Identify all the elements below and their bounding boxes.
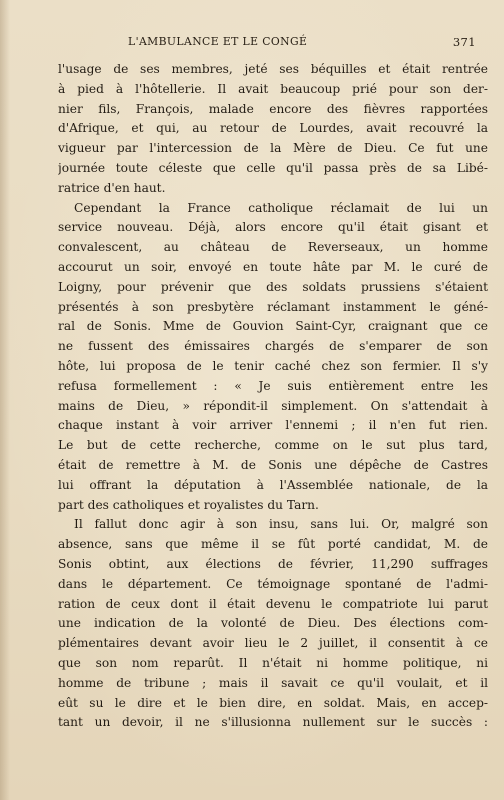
text-line: convalescent, au château de Reverseaux, un homme [58, 240, 488, 255]
text-line: journée toute céleste que celle qu'il passa près de sa Libé- [58, 160, 488, 175]
text-line: ratrice d'en haut. [58, 180, 166, 195]
text-line: à pied à l'hôtellerie. Il avait beaucoup prié pour son der- [58, 81, 488, 96]
text-line: plémentaires devant avoir lieu le 2 juillet, il consentit à ce [58, 636, 488, 651]
text-line: était de remettre à M. de Sonis une dépêche de Castres [58, 457, 488, 472]
text-line: d'Afrique, et qui, au retour de Lourdes, avait recouvré la [58, 121, 488, 136]
paragraph-1 [58, 60, 488, 199]
text-line: ral de Sonis. Mme de Gouvion Saint-Cyr, craignant que ce [58, 319, 488, 334]
text-line: Loigny, pour prévenir que des soldats prussiens s'étaient [58, 279, 488, 294]
text-line: eût su le dire et le bien dire, en soldat. Mais, en accep- [58, 695, 488, 710]
text-line: refusa formellement : « Je suis entièrement entre les [58, 378, 488, 393]
text-line: ne fussent des émissaires chargés de s'emparer de son [58, 339, 488, 354]
text-line: l'usage de ses membres, jeté ses béquilles et était rentrée [58, 62, 488, 76]
text-line: hôte, lui proposa de le tenir caché chez son fermier. Il s'y [58, 358, 488, 373]
page-header [58, 35, 476, 51]
text-line: Le but de cette recherche, comme on le sut plus tard, [58, 438, 488, 453]
text-line: Il fallut donc agir à son insu, sans lui. Or, malgré son [74, 517, 488, 532]
text-line: une indication de la volonté de Dieu. Des élections com- [58, 616, 488, 631]
text-line: mains de Dieu, » répondit-il simplement. On s'attendait à [58, 398, 488, 413]
text-line: homme de tribune ; mais il savait ce qu'il voulait, et il [58, 675, 488, 690]
text-line: Sonis obtint, aux élections de février, 11,290 suffrages [58, 556, 488, 571]
text-line: Cependant la France catholique réclamait de lui un [74, 200, 488, 215]
text-line: dans le département. Ce témoignage spontané de l'admi- [58, 576, 488, 591]
page-number: 371 [452, 35, 476, 49]
text-line: nier fils, François, malade encore des fièvres rapportées [58, 101, 488, 116]
text-line: tant un devoir, il ne s'illusionna nullement sur le succès : [58, 715, 488, 730]
running-head: L'AMBULANCE ET LE CONGÉ [128, 35, 308, 48]
text-line: présentés à son presbytère réclamant instamment le géné- [58, 299, 488, 314]
paragraph-3 [58, 515, 488, 733]
text-line: que son nom reparût. Il n'était ni homme politique, ni [58, 655, 488, 670]
text-line: absence, sans que même il se fût porté candidat, M. de [58, 537, 488, 552]
body-text [58, 60, 488, 733]
text-line: chaque instant à voir arriver l'ennemi ; il n'en fut rien. [58, 418, 488, 433]
text-line: accourut un soir, envoyé en toute hâte par M. le curé de [58, 259, 488, 274]
text-line: part des catholiques et royalistes du Tarn. [58, 497, 319, 512]
text-line: vigueur par l'intercession de la Mère de Dieu. Ce fut une [58, 141, 488, 156]
binding-gutter-shadow [0, 0, 10, 800]
paragraph-2 [58, 199, 488, 516]
text-line: lui offrant la députation à l'Assemblée nationale, de la [58, 477, 488, 492]
text-line: service nouveau. Déjà, alors encore qu'il était gisant et [58, 220, 488, 235]
text-line: ration de ceux dont il était devenu le compatriote lui parut [58, 596, 488, 611]
